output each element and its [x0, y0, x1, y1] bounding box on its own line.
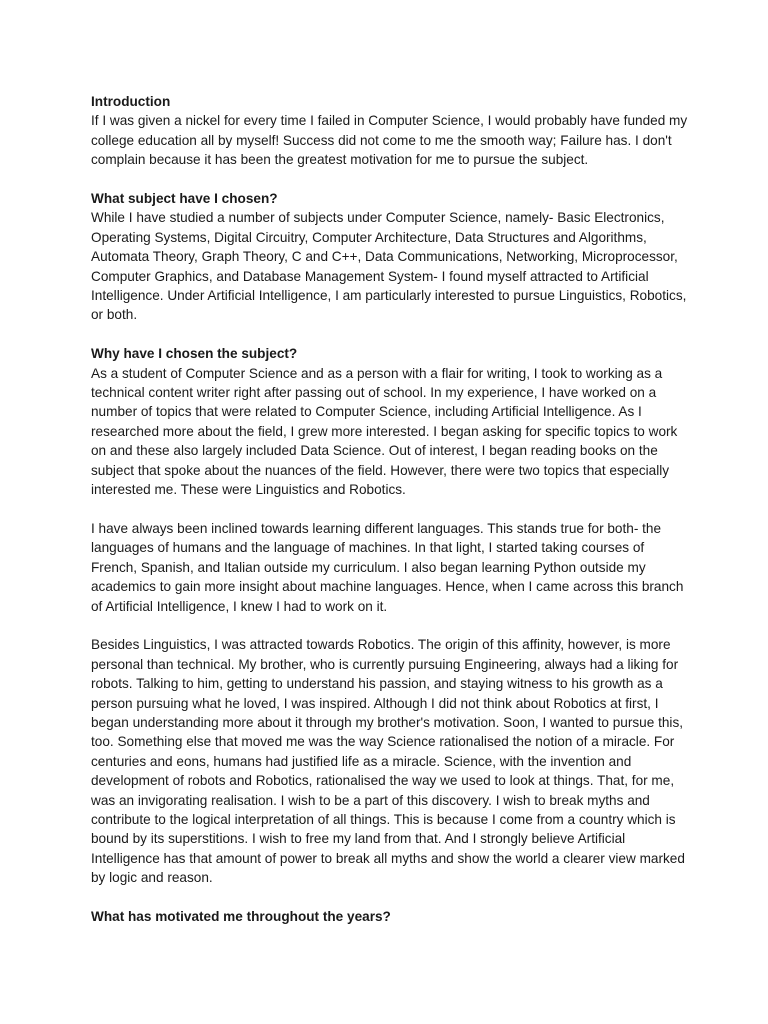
section-introduction [91, 92, 691, 170]
paragraph-gap [91, 888, 691, 907]
paragraph: I have always been inclined towards learning different languages. This stands true for both- the languages of humans and the language of machines. In that light, I started taking courses of French, Spanish, and Italian outside my curriculum. I also began learning Python outside my academics to gain more insight about machine languages. Hence, when I came across this branch of Artificial Intelligence, I knew I had to work on it. [91, 520, 684, 614]
section-why-chosen [91, 344, 691, 887]
paragraph: If I was given a nickel for every time I failed in Computer Science, I would probably have funded my college education all by myself! Success did not come to me the smooth way; Failure has. I don't complain because it has been the greatest motivation for me to pursue the subject. [91, 113, 688, 168]
section-heading: Introduction [91, 94, 171, 109]
paragraph-gap [91, 325, 691, 344]
paragraph: As a student of Computer Science and as a person with a flair for writing, I took to working as a technical content writer right after passing out of school. In my experience, I have worked on a number of topics that were related to Computer Science, including Artificial Intelligence. As I researched more about the field, I grew more interested. I began asking for specific topics to work on and these also largely included Data Science. Out of interest, I began reading books on the subject that spoke about the nuances of the field. However, there were two topics that especially interested me. These were Linguistics and Robotics. [91, 365, 678, 498]
section-heading: What has motivated me throughout the years? [91, 908, 391, 924]
paragraph-gap [91, 500, 691, 519]
paragraph-gap [91, 170, 691, 189]
section-heading: Why have I chosen the subject? [91, 346, 298, 362]
paragraph: Besides Linguistics, I was attracted towards Robotics. The origin of this affinity, however, is more personal than technical. My brother, who is currently pursuing Engineering, always had a liking for robots. Talking to him, getting to understand his passion, and staying witness to his growth as a person pursuing what he loved, I was inspired. Although I did not think about Robotics at first, I began understanding more about it through my brother's motivation. Soon, I wanted to pursue this, too. Something else that moved me was the way Science rationalised the notion of a miracle. For centuries and eons, humans had justified life as a miracle. Science, with the invention and development of robots and Robotics, rationalised the way we used to look at things. That, for me, was an invigorating realisation. I wish to be a part of this discovery. I wish to break myths and contribute to the logical interpretation of all things. This is because I come from a country which is bound by its superstitions. I wish to free my land from that. And I strongly believe Artificial Intelligence has that amount of power to break all myths and show the world a clearer view marked by logic and reason. [91, 637, 685, 886]
section-heading: What subject have I chosen? [91, 191, 278, 207]
section-motivation [91, 907, 691, 926]
document-page [91, 92, 691, 926]
paragraph-gap [91, 616, 691, 635]
section-subject-chosen [91, 189, 691, 325]
paragraph: While I have studied a number of subjects under Computer Science, namely- Basic Electronics, Operating Systems, Digital Circuitry, Computer Architecture, Data Structures and Algorithms, Automata Theory, Graph Theory, C and C++, Data Communications, Networking, Microprocessor, Computer Graphics, and Database Management System- I found myself attracted to Artificial Intelligence. Under Artificial Intelligence, I am particularly interested to pursue Linguistics, Robotics, or both. [91, 210, 687, 323]
